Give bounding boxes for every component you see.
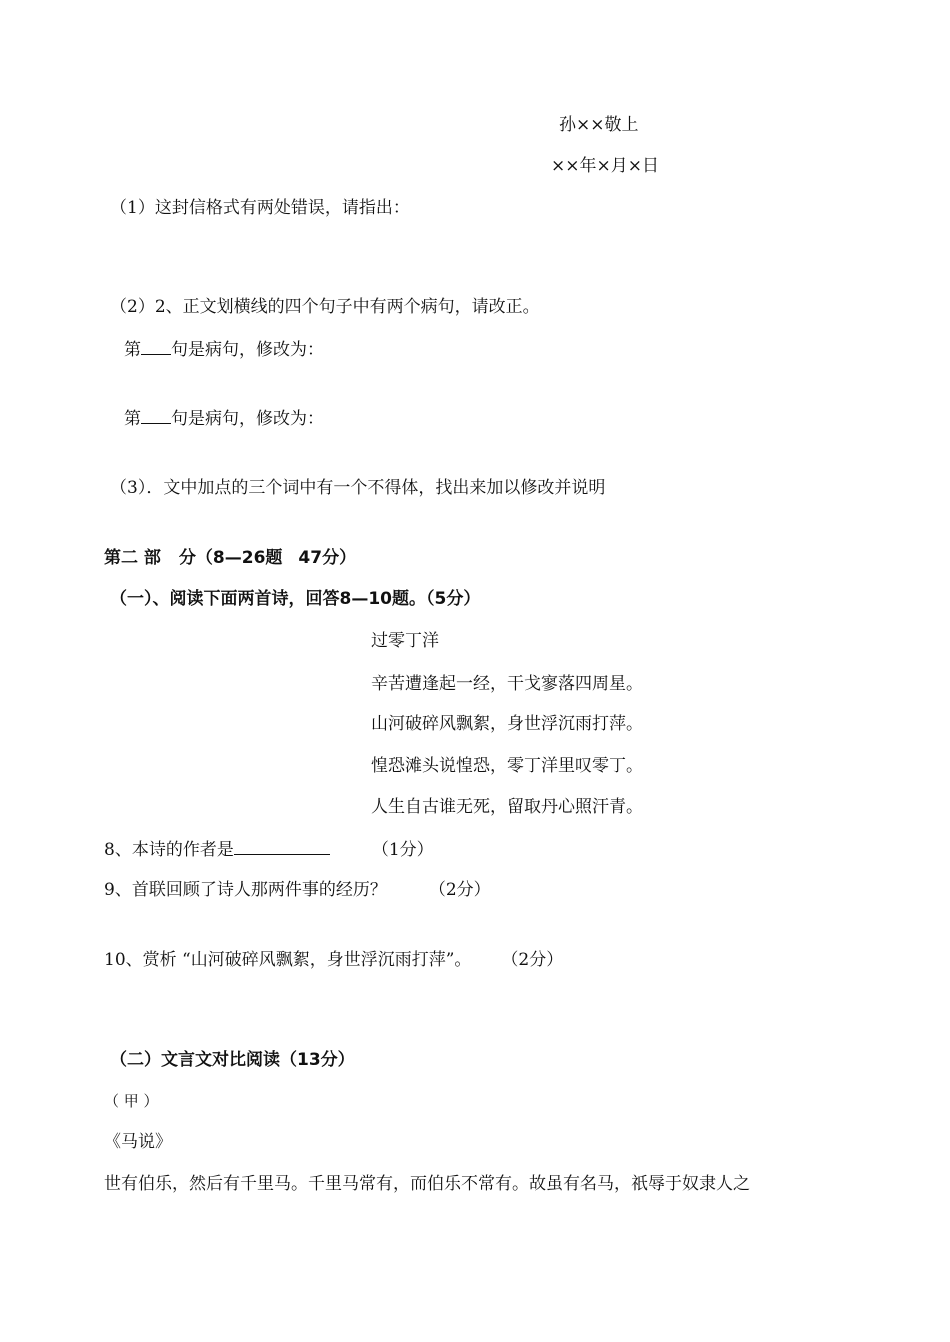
answer-blank[interactable] xyxy=(141,407,171,424)
question-9-score: （2分） xyxy=(428,880,491,900)
question-8 xyxy=(104,838,434,861)
question-1: （1）这封信格式有两处错误，请指出： xyxy=(110,198,410,218)
letter-date: ××年×月×日 xyxy=(551,156,659,176)
question-2: （2）2、正文划横线的四个句子中有两个病句，请改正。 xyxy=(110,297,540,317)
answer-suffix: 句是病句，修改为： xyxy=(171,340,324,360)
question-10-score: （2分） xyxy=(501,950,564,970)
question-10-text: 10、赏析 “山河破碎风飘絮，身世浮沉雨打萍”。 xyxy=(104,950,472,970)
part-heading-a: 第二 部 xyxy=(104,548,161,568)
answer-suffix: 句是病句，修改为： xyxy=(171,409,324,429)
poem-line: 人生自古谁无死，留取丹心照汗青。 xyxy=(371,797,643,817)
question-10 xyxy=(104,949,563,971)
part-2-heading xyxy=(104,547,356,569)
article-first-line: 世有伯乐，然后有千里马。千里马常有，而伯乐不常有。故虽有名马，祇辱于奴隶人之 xyxy=(104,1174,750,1194)
author-blank[interactable] xyxy=(234,838,330,855)
part-heading-c: 47分） xyxy=(298,548,357,568)
article-title: 《马说》 xyxy=(104,1132,172,1152)
poem-title: 过零丁洋 xyxy=(371,631,439,651)
question-9 xyxy=(104,879,491,901)
answer-prefix: 第 xyxy=(124,409,141,429)
poem-line: 惶恐滩头说惶恐，零丁洋里叹零丁。 xyxy=(371,756,643,776)
section-2-label: （ 甲 ） xyxy=(104,1092,159,1110)
question-2-answer-line-2 xyxy=(124,407,324,430)
section-2-title: （二）文言文对比阅读（13分） xyxy=(110,1050,355,1070)
poem-line: 辛苦遭逢起一经，干戈寥落四周星。 xyxy=(371,674,643,694)
section-1-title: （一）、阅读下面两首诗，回答8—10题。（5分） xyxy=(110,589,481,609)
part-heading-b: 分（8—26题 xyxy=(178,548,283,568)
question-8-score: （1分） xyxy=(371,840,434,860)
question-8-text: 8、本诗的作者是 xyxy=(104,840,234,860)
answer-prefix: 第 xyxy=(124,340,141,360)
letter-signature: 孙××敬上 xyxy=(559,115,639,135)
answer-blank[interactable] xyxy=(141,338,171,355)
poem-line: 山河破碎风飘絮，身世浮沉雨打萍。 xyxy=(371,714,643,734)
question-9-text: 9、首联回顾了诗人那两件事的经历？ xyxy=(104,880,387,900)
question-2-answer-line-1 xyxy=(124,338,324,361)
question-3: （3）．文中加点的三个词中有一个不得体，找出来加以修改并说明 xyxy=(110,478,606,498)
